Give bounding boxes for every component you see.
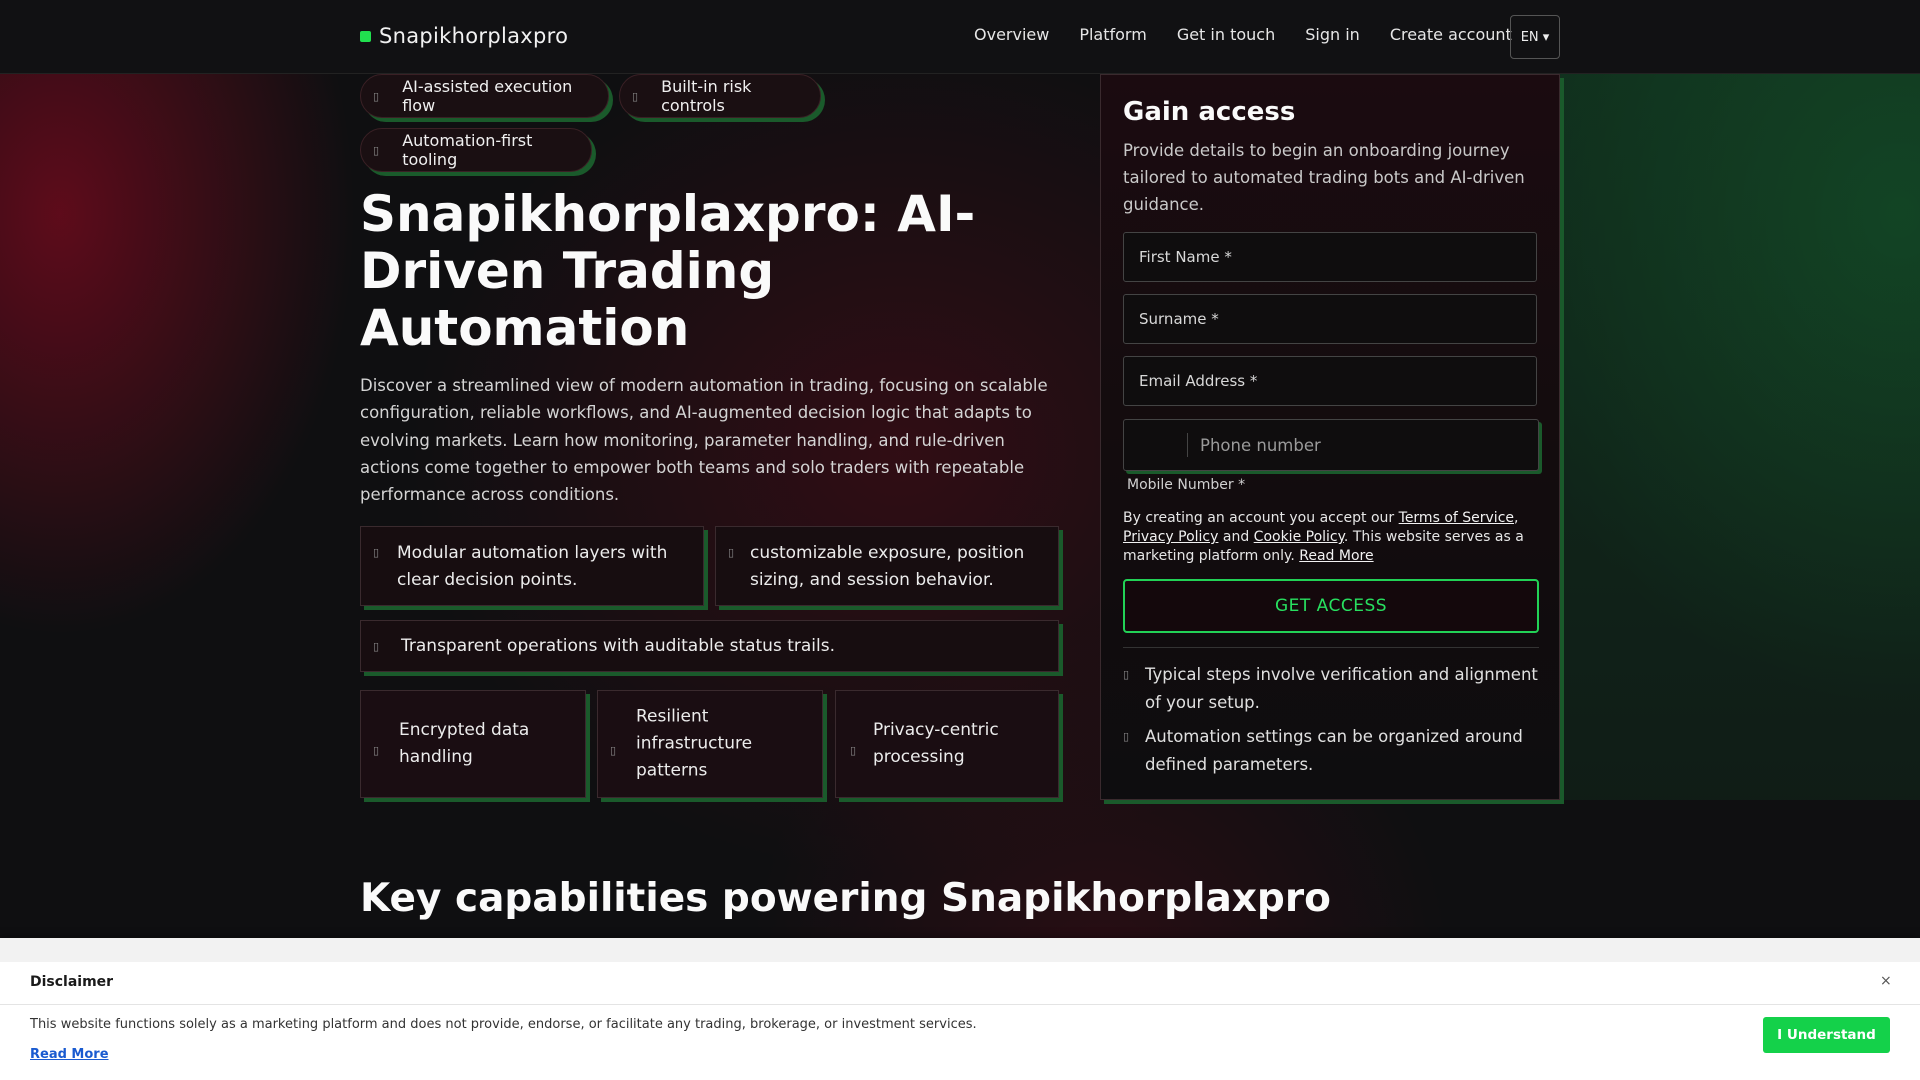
note-text: Automation settings can be organized around defined parameters. (1145, 727, 1523, 774)
card-text: Encrypted data handling (399, 720, 530, 767)
legal-text: By creating an account you accept our Terms of Service, Privacy Policy and Cookie Policy. This website serves as a marketing platform only. Read More (1123, 510, 1524, 564)
disclaimer-banner (0, 938, 1920, 1080)
feature-modular (360, 526, 704, 606)
phone-divider (1187, 433, 1188, 457)
phone-field (1123, 419, 1539, 471)
signup-form-panel (1100, 74, 1560, 800)
legal-prefix: By creating an account you accept our (1123, 510, 1395, 526)
phone-input[interactable] (1200, 430, 1520, 460)
form-note (1123, 723, 1539, 779)
disclaimer-read-more-link[interactable]: Read More (30, 1047, 109, 1062)
site-header (0, 0, 1920, 74)
language-selector[interactable]: EN ▾ (1510, 15, 1560, 59)
hero-description: Discover a streamlined view of modern automation in trading, focusing on scalable configuration, reliable workflows, and AI-augmented decision logic that adapts to evolving markets. Learn how monitoring, parameter handling, and rule-driven actions come together to empower both teams and solo traders with repeatable performance across conditions. (360, 376, 1048, 505)
hero-accent-band (1560, 74, 1920, 800)
country-code-selector[interactable] (1124, 420, 1188, 470)
card-text: Privacy-centric processing (873, 720, 999, 767)
feature-exposure (715, 526, 1059, 606)
bullet-icon: ▯ (728, 546, 735, 559)
nav-get-in-touch[interactable]: Get in touch (1176, 25, 1276, 44)
pill-automation-tooling (360, 128, 592, 172)
feature-text: customizable exposure, position sizing, and session behavior. (750, 543, 1025, 590)
bullet-icon: ▯ (373, 546, 380, 559)
pill-label: AI-assisted execution flow (402, 77, 573, 115)
nav-create-account[interactable]: Create account (1389, 25, 1512, 44)
pill-label: Built-in risk controls (661, 77, 752, 115)
cookie-link[interactable]: Cookie Policy (1253, 529, 1344, 545)
card-resilient-infra (597, 690, 823, 798)
note-text: Typical steps involve verification and alignment of your setup. (1145, 665, 1538, 712)
bullet-icon: ▯ (373, 744, 380, 757)
main-nav (974, 25, 1512, 44)
nav-sign-in[interactable]: Sign in (1305, 25, 1360, 44)
hero-title: Snapikhorplaxpro: AI-Driven Trading Automation (360, 185, 976, 357)
section-heading: Key capabilities powering Snapikhorplaxpro (360, 876, 1331, 921)
legal-suffix: . This website serves as a marketing platform only. (1123, 529, 1524, 564)
feature-text: Modular automation layers with clear decision points. (397, 543, 668, 590)
close-icon[interactable]: × (1880, 973, 1892, 989)
form-title: Gain access (1123, 97, 1296, 127)
brand-name: Snapikhorplaxpro (379, 24, 569, 48)
nav-overview[interactable]: Overview (974, 25, 1050, 44)
card-privacy-centric (835, 690, 1059, 798)
disclaimer-body: This website functions solely as a marketing platform and does not provide, endorse, or facilitate any trading, brokerage, or investment services. (30, 1017, 977, 1032)
i-understand-button[interactable]: I Understand (1763, 1017, 1890, 1053)
card-text: Resilient infrastructure patterns (636, 706, 753, 781)
brand-mark-icon (360, 31, 371, 42)
feature-text: Transparent operations with auditable status trails. (401, 636, 835, 656)
bullet-icon: ▯ (1123, 668, 1130, 681)
form-note (1123, 661, 1539, 717)
form-subtitle: Provide details to begin an onboarding journey tailored to automated trading bots and AI-driven guidance. (1123, 141, 1525, 214)
bullet-icon: ▯ (850, 744, 857, 757)
nav-platform[interactable]: Platform (1079, 25, 1147, 44)
pill-ai-execution (360, 74, 609, 118)
get-access-button[interactable]: GET ACCESS (1123, 579, 1539, 633)
brand-logo[interactable] (360, 24, 568, 48)
bullet-icon: ▯ (373, 89, 380, 103)
pill-risk-controls (619, 74, 821, 118)
disclaimer-top-bar (0, 938, 1920, 962)
form-divider (1123, 647, 1539, 648)
surname-field[interactable] (1123, 294, 1537, 344)
first-name-field[interactable] (1123, 232, 1537, 282)
feature-transparent (360, 620, 1059, 672)
privacy-link[interactable]: Privacy Policy (1123, 529, 1219, 545)
bullet-icon: ▯ (632, 89, 639, 103)
card-encrypted-data (360, 690, 586, 798)
mobile-number-label: Mobile Number * (1127, 477, 1246, 493)
terms-link[interactable]: Terms of Service (1398, 510, 1515, 526)
bullet-icon: ▯ (373, 143, 380, 157)
disclaimer-divider (0, 1004, 1920, 1005)
bullet-icon: ▯ (1123, 730, 1130, 743)
bullet-icon: ▯ (373, 640, 380, 653)
email-field[interactable] (1123, 356, 1537, 406)
read-more-link[interactable]: Read More (1299, 548, 1374, 564)
pill-label: Automation-first tooling (402, 131, 533, 169)
disclaimer-title: Disclaimer (30, 974, 114, 990)
bullet-icon: ▯ (610, 744, 617, 757)
legal-and: and (1222, 529, 1250, 545)
